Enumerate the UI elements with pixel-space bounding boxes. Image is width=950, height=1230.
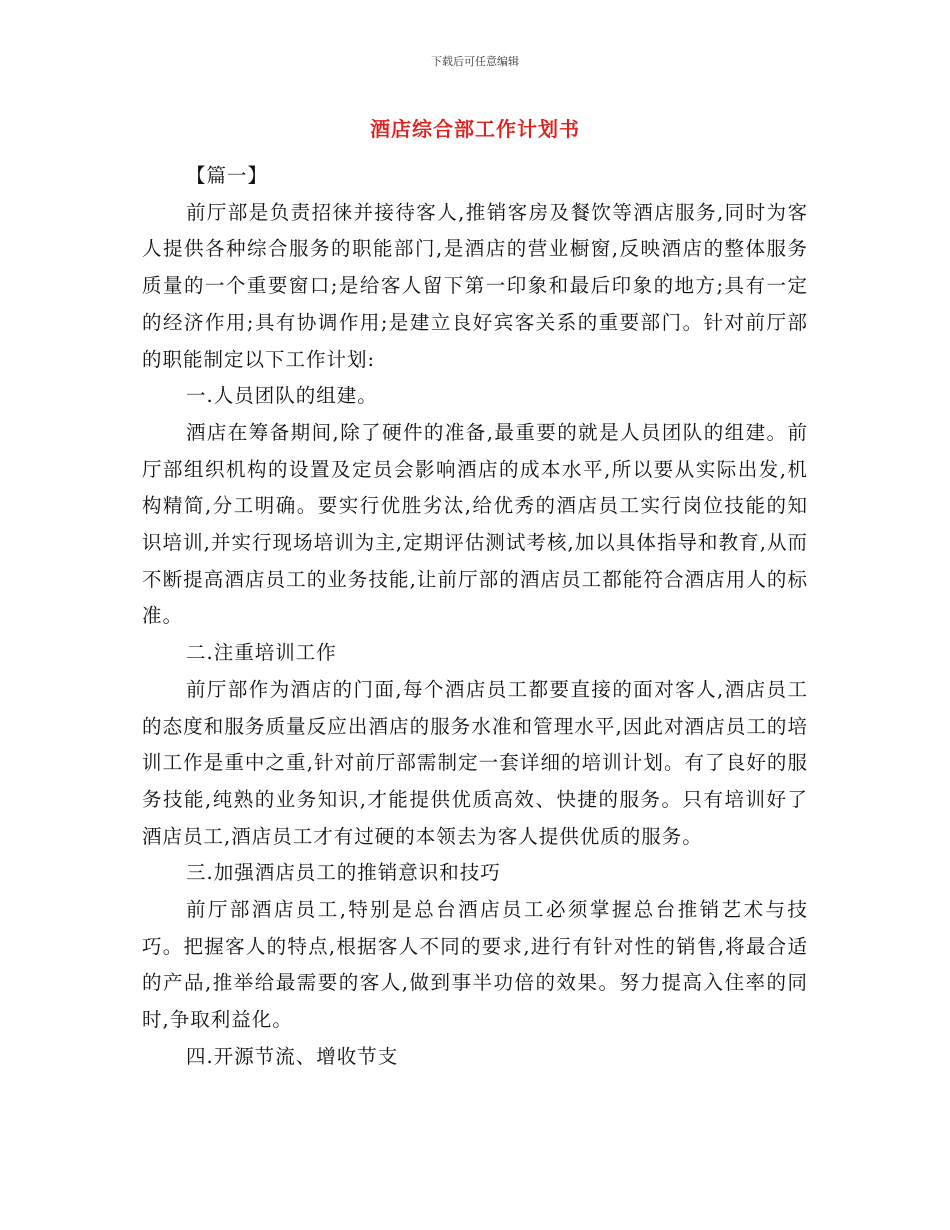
heading-2: 二.注重培训工作: [186, 641, 337, 665]
heading-3: 三.加强酒店员工的推销意识和技巧: [186, 861, 501, 885]
heading-1: 一.人员团队的组建。: [186, 384, 378, 408]
section-tag: 【篇一】: [186, 164, 269, 187]
document-title: 酒店综合部工作计划书: [370, 117, 580, 141]
document-body: [142, 158, 808, 1076]
paragraph: 前厅部酒店员工,特别是总台酒店员工必须掌握总台推销艺术与技巧。把握客人的特点,根据客人不同的要求,进行有针对性的销售,将最合适的产品,推举给最需要的客人,做到事半功倍的效果。努力提高入住率的同时,争取利益化。: [142, 898, 808, 1032]
paragraph: 前厅部是负责招徕并接待客人,推销客房及餐饮等酒店服务,同时为客人提供各种综合服务的职能部门,是酒店的营业橱窗,反映酒店的整体服务质量的一个重要窗口;是给客人留下第一印象和最后印象的地方;具有一定的经济作用;具有协调作用;是建立良好宾客关系的重要部门。针对前厅部的职能制定以下工作计划:: [142, 200, 808, 371]
paragraph: 酒店在筹备期间,除了硬件的准备,最重要的就是人员团队的组建。前厅部组织机构的设置及定员会影响酒店的成本水平,所以要从实际出发,机构精简,分工明确。要实行优胜劣汰,给优秀的酒店员工实行岗位技能的知识培训,并实行现场培训为主,定期评估测试考核,加以具体指导和教育,从而不断提高酒店员工的业务技能,让前厅部的酒店员工都能符合酒店用人的标准。: [142, 420, 808, 628]
heading-4: 四.开源节流、增收节支: [186, 1044, 399, 1068]
page-header: 下载后可任意编辑: [431, 55, 519, 68]
paragraph: 前厅部作为酒店的门面,每个酒店员工都要直接的面对客人,酒店员工的态度和服务质量反应出酒店的服务水准和管理水平,因此对酒店员工的培训工作是重中之重,针对前厅部需制定一套详细的培训计划。有了良好的服务技能,纯熟的业务知识,才能提供优质高效、快捷的服务。只有培训好了酒店员工,酒店员工才有过硬的本领去为客人提供优质的服务。: [142, 677, 808, 848]
